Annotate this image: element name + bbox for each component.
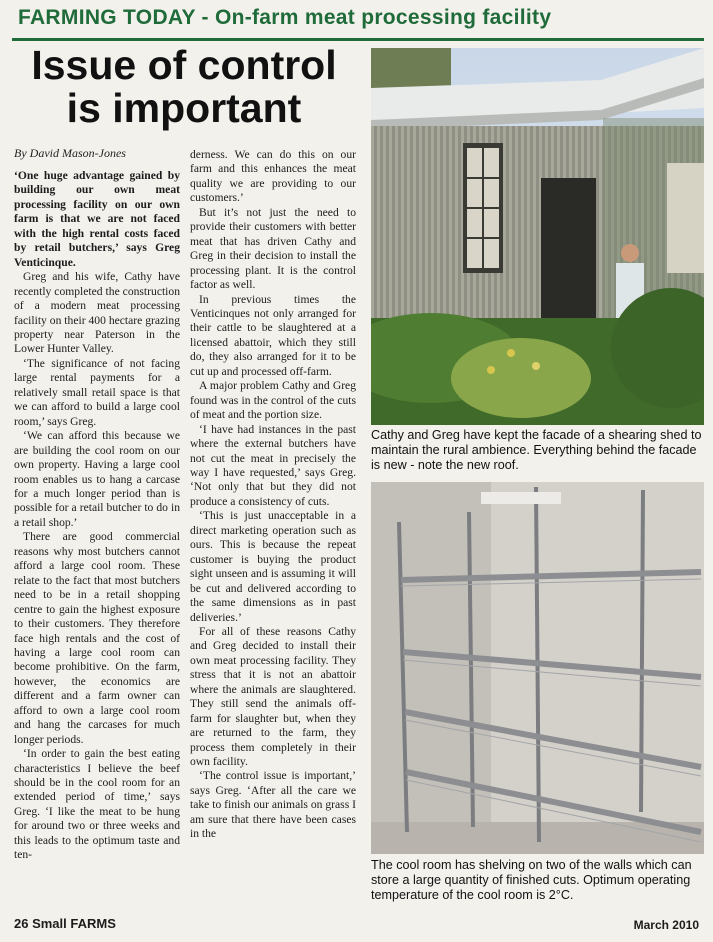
shed-photo-caption: Cathy and Greg have kept the facade of a shearing shed to maintain the rural ambience. Everything behind the facade is new - note the new roof. [371,428,702,472]
column-2-paragraph: ‘This is just unacceptable in a direct marketing operation such as ours. This is because the repeat customer is buying the product sight unseen and is assuming it will be cut and delivered according to the same dimensions as in past deliveries.’ [190,509,356,624]
header-rule [12,38,704,41]
byline: By David Mason-Jones [14,146,126,160]
column-2-paragraph: ‘I have had instances in the past where the external butchers have not cut the meat in precisely the way I have requested,’ says Greg. ‘Not only that but they did not produce a consistency of cuts. [190,422,356,508]
column-2-paragraph: ‘The control issue is important,’ says Greg. ‘After all the care we take to finish our animals on grass I am sure that there have been cases in the [190,769,356,841]
column-1-paragraph: ‘We can afford this because we are building the cool room on our own property. Having a large cool room enables us to hang a carcase for a much longer period than is possible for a retail butcher to do in a retail shop.’ [14,429,180,529]
column-1-paragraph: ‘One huge advantage gained by building our own meat processing facility on our own farm is that we are not faced with the high rental costs faced by retail butchers,’ says Greg Venticinque. [14,169,180,269]
column-1-paragraph: ‘The significance of not facing large rental payments for a relatively small retail space is that we can afford to build a large cool room,’ says Greg. [14,356,180,428]
column-1-paragraph: There are good commercial reasons why most butchers cannot afford a large cool room. These relate to the fact that most butchers need to be in a retail shopping centre to gain the highest exposure to their customers. They therefore face high rentals and the cost of having a large cool room can become prohibitive. On the farm, however, the economics are different and a farm owner can afford to own a large cool room and hang the carcases for much longer periods. [14,530,180,746]
footer-date: March 2010 [633,918,699,932]
cool-room-photo [371,482,704,854]
section-header: FARMING TODAY - On-farm meat processing facility [18,6,552,29]
column-2-paragraph: For all of these reasons Cathy and Greg decided to install their own meat processing facility. They stress that it is not an abattoir where the animals are slaughtered. They still send the animals off-farm for slaughter but, when they are returned to the farm, they process them completely in their own facility. [190,624,356,769]
cool-room-photo-caption: The cool room has shelving on two of the walls which can store a large quantity of finished cuts. Optimum operating temperature of the cool room is 2°C. [371,858,692,902]
footer-page-magazine: 26 Small FARMS [14,916,116,931]
column-2-paragraph: A major problem Cathy and Greg found was in the control of the cuts of meat and the portion size. [190,379,356,422]
column-1-paragraph: ‘In order to gain the best eating characteristics I believe the beef should be in the cool room for an extended period of time,’ says Greg. ‘I like the meat to be hung for around two or three weeks and this leads to the optimum taste and ten- [14,747,180,862]
title-line-2: is important [66,85,302,131]
article-title [14,44,354,130]
shed-photo [371,48,704,425]
column-2-paragraph: In previous times the Venticinques not only arranged for their cattle to be slaughtered at a licensed abattoir, which they still do, they also arranged for it to be cut up and processed off-farm. [190,292,356,378]
article-column-2 [190,148,356,842]
column-2-paragraph: derness. We can do this on our farm and this enhances the meat quality we are providing to our customers.’ [190,148,356,205]
column-1-paragraph: Greg and his wife, Cathy have recently completed the construction of a modern meat processing facility on their 400 hectare grazing property near Paterson in the Lower Hunter Valley. [14,270,180,356]
article-column-1 [14,169,180,863]
column-2-paragraph: But it’s not just the need to provide their customers with better meat that has driven Cathy and Greg in their decision to install the processing plant. It is the control factor as well. [190,205,356,292]
title-line-1: Issue of control [31,42,337,88]
